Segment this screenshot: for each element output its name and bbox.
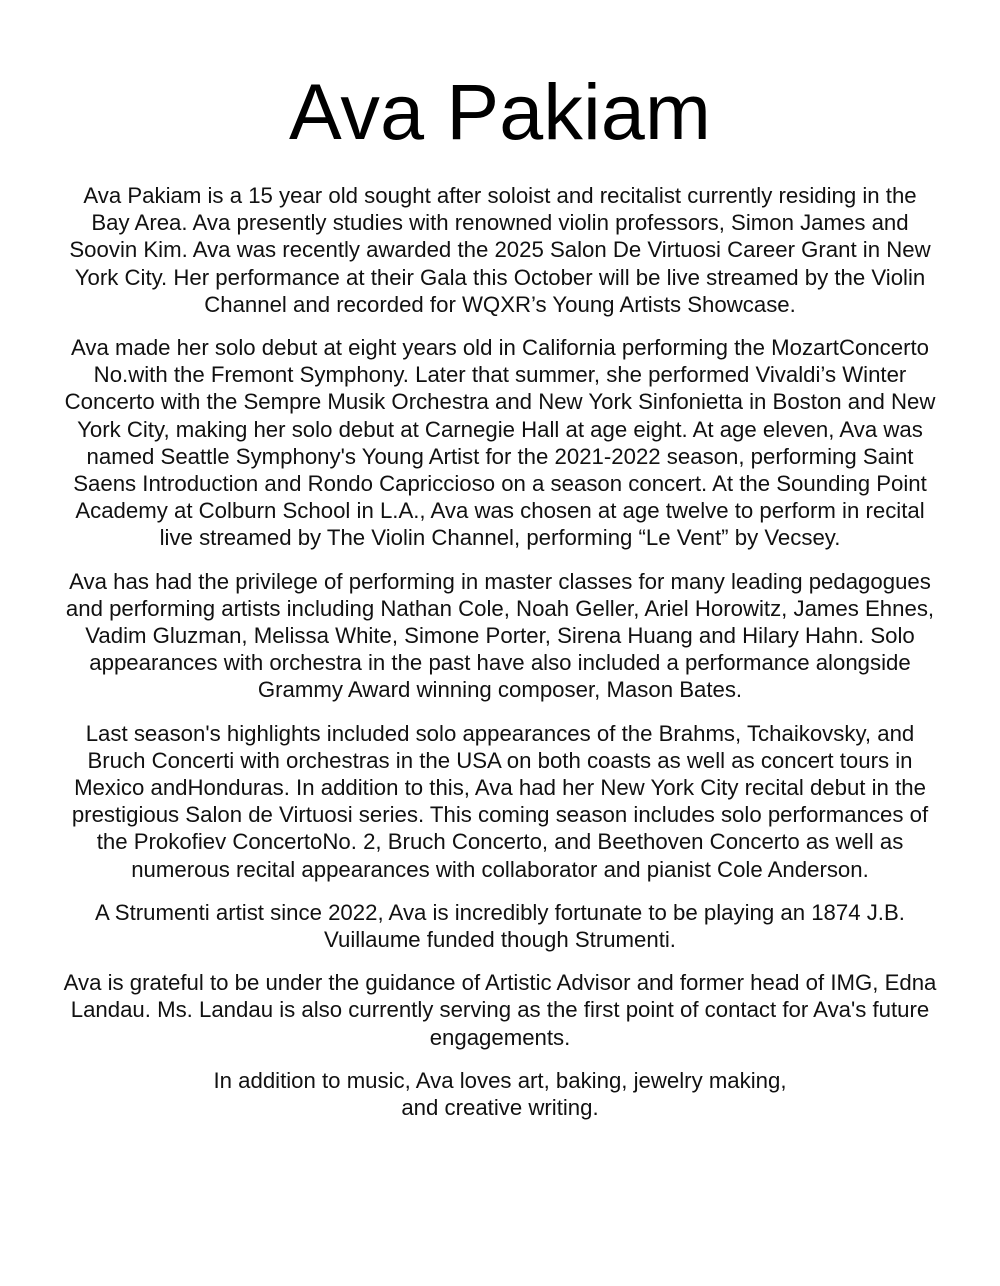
bio-paragraph-instrument: A Strumenti artist since 2022, Ava is incredibly fortunate to be playing an 1874 J.B. Vuillaume funded though Strumenti. [95,899,905,953]
bio-paragraph-intro: Ava Pakiam is a 15 year old sought after soloist and recitalist currently residing in the Bay Area. Ava presently studies with renowned violin professors, Simon James and Soovin Kim. Ava was recently awarded the 2025 Salon De Virtuosi Career Grant in New York City. Her performance at their Gala this October will be live streamed by the Violin Channel and recorded for WQXR’s Young Artists Showcase. [69,183,931,317]
biography-body [62,180,938,1121]
bio-paragraph-master-classes: Ava has had the privilege of performing in master classes for many leading pedagogues and performing artists including Nathan Cole, Noah Geller, Ariel Horowitz, James Ehnes, Vadim Gluzman, Melissa White, Simone Porter, Sirena Huang and Hilary Hahn. Solo appearances with orchestra in the past have also included a performance alongside Grammy Award winning composer, Mason Bates. [65,568,935,703]
bio-paragraph-hobbies [62,1067,938,1121]
hobbies-line-2: and creative writing. [401,1095,599,1121]
page-title: Ava Pakiam [288,67,712,156]
bio-paragraph-highlights: Last season's highlights included solo appearances of the Brahms, Tchaikovsky, and Bruch Concerti with orchestras in the USA on both coasts as well as concert tours in Mexico andHonduras. In addition to this, Ava had her New York City recital debut in the prestigious Salon de Virtuosi series. This coming season includes solo performances of the Prokofiev ConcertoNo. 2, Bruch Concerto, and Beethoven Concerto as well as numerous recital appearances with collaborator and pianist Cole Anderson. [71,720,929,882]
bio-paragraph-management: Ava is grateful to be under the guidance of Artistic Advisor and former head of IMG, Edna Landau. Ms. Landau is also currently serving as the first point of contact for Ava's future engagements. [63,970,937,1050]
bio-paragraph-debut: Ava made her solo debut at eight years old in California performing the MozartConcerto No.with the Fremont Symphony. Later that summer, she performed Vivaldi’s Winter Concerto with the Sempre Musik Orchestra and New York Sinfonietta in Boston and New York City, making her solo debut at Carnegie Hall at age eight. At age eleven, Ava was named Seattle Symphony's Young Artist for the 2021-2022 season, performing Saint Saens Introduction and Rondo Capriccioso on a season concert. At the Sounding Point Academy at Colburn School in L.A., Ava was chosen at age twelve to perform in recital live streamed by The Violin Channel, performing “Le Vent” by Vecsey. [64,335,936,551]
hobbies-line-1: In addition to music, Ava loves art, baking, jewelry making, [213,1067,787,1093]
